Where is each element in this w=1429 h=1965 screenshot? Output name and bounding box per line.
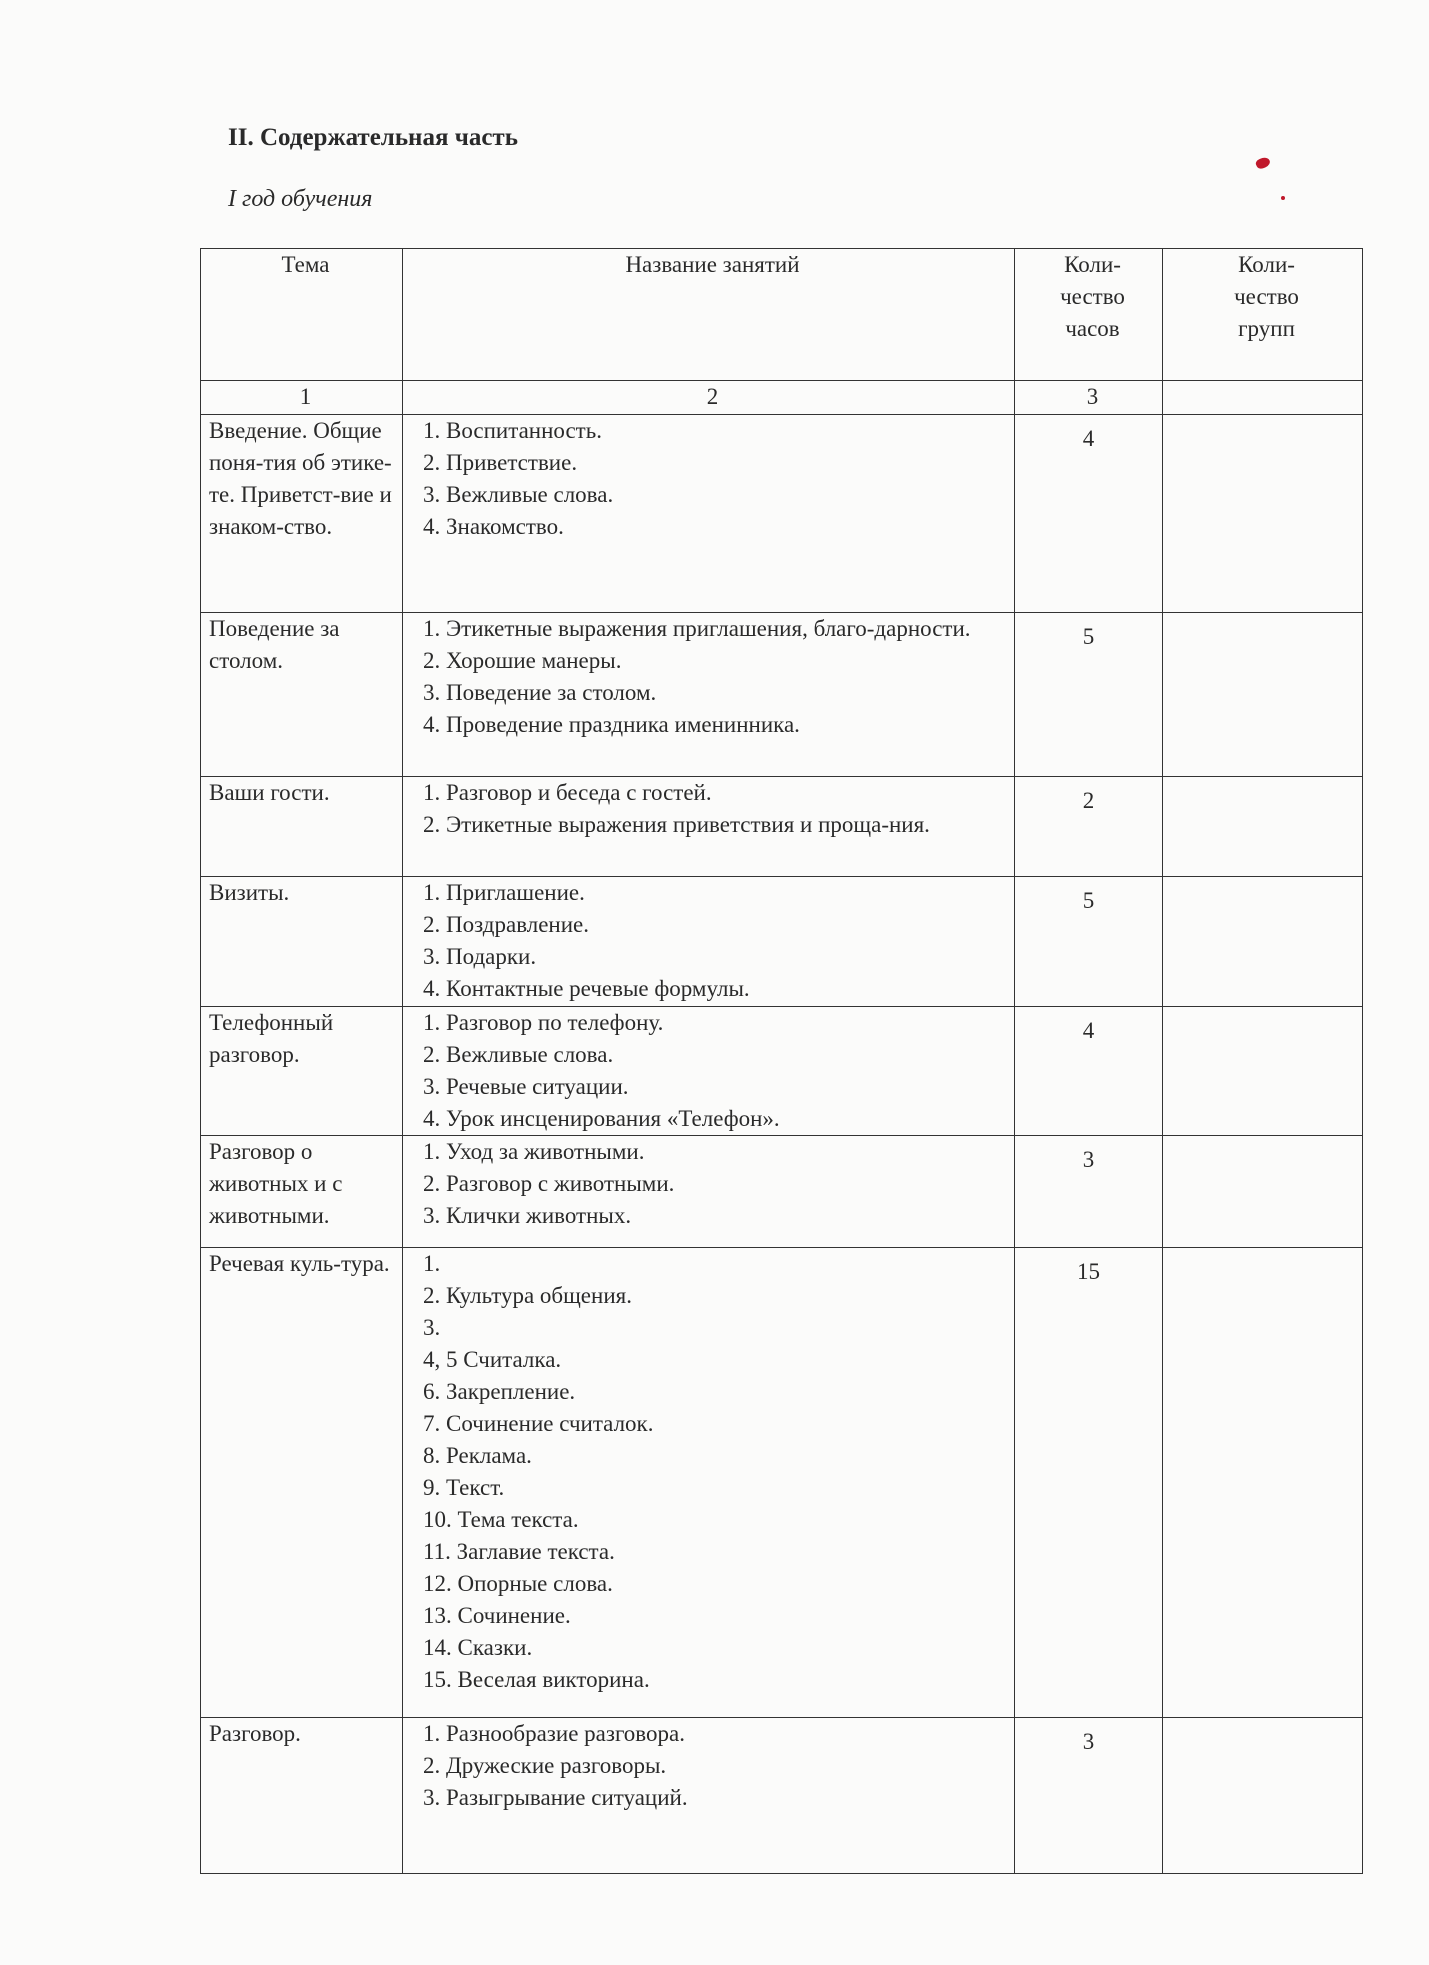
lesson-item: 2. Этикетные выражения приветствия и проща-ния. (423, 812, 930, 837)
table-row (201, 1007, 1363, 1136)
table-row (201, 777, 1363, 877)
lesson-item: 1. (423, 1251, 441, 1276)
lesson-item: 4. Проведение праздника именинника. (423, 712, 800, 737)
hours-cell (1015, 1136, 1163, 1248)
hours-value: 2 (1082, 788, 1095, 813)
lesson-item: 12. Опорные слова. (423, 1571, 613, 1596)
topic-cell: Разговор. (201, 1718, 403, 1874)
lessons-cell (403, 415, 1015, 613)
lesson-item: 3. Разыгрывание ситуаций. (423, 1785, 688, 1810)
lesson-item: 3. Вежливые слова. (423, 482, 614, 507)
table-row (201, 1136, 1363, 1248)
topic-cell: Введение. Общие поня-тия об этике-те. Приветст-вие и знаком-ство. (201, 415, 403, 613)
hours-value: 3 (1082, 1729, 1095, 1754)
groups-cell (1163, 1248, 1363, 1718)
topic-cell: Телефонный разговор. (201, 1007, 403, 1136)
groups-cell (1163, 1718, 1363, 1874)
lessons-cell (403, 1007, 1015, 1136)
lessons-cell (403, 1136, 1015, 1248)
table-body (201, 415, 1363, 1874)
hours-value: 5 (1082, 888, 1095, 913)
lesson-item: 9. Текст. (423, 1475, 505, 1500)
table-row (201, 1718, 1363, 1874)
lesson-item: 2. Приветствие. (423, 450, 578, 475)
hours-value: 4 (1082, 426, 1095, 451)
lesson-item: 4. Контактные речевые формулы. (423, 976, 750, 1001)
lesson-item: 10. Тема текста. (423, 1507, 579, 1532)
lesson-item: 1. Разговор и беседа с гостей. (423, 780, 712, 805)
lesson-item: 1. Приглашение. (423, 880, 585, 905)
lesson-item: 3. Подарки. (423, 944, 537, 969)
section-heading: II. Содержательная часть (228, 124, 518, 151)
lesson-item: 2. Поздравление. (423, 912, 590, 937)
hours-value: 5 (1082, 624, 1095, 649)
groups-cell (1163, 613, 1363, 777)
lesson-item: 1. Разговор по телефону. (423, 1010, 664, 1035)
lesson-item: 15. Веселая викторина. (423, 1667, 650, 1692)
table-row (201, 1248, 1363, 1718)
lesson-item: 4, 5 Считалка. (423, 1347, 562, 1372)
curriculum-table (200, 248, 1363, 1874)
lesson-item: 2. Хорошие манеры. (423, 648, 622, 673)
hours-cell (1015, 777, 1163, 877)
lesson-item: 2. Культура общения. (423, 1283, 632, 1308)
groups-cell (1163, 1007, 1363, 1136)
lesson-item: 4. Урок инсценирования «Телефон». (423, 1106, 780, 1131)
lesson-item: 11. Заглавие текста. (423, 1539, 615, 1564)
table-header-row (201, 249, 1363, 381)
lesson-item: 4. Знакомство. (423, 514, 564, 539)
hours-value: 4 (1082, 1018, 1095, 1043)
year-subheading: I год обучения (228, 186, 373, 212)
lesson-item: 2. Разговор с животными. (423, 1171, 675, 1196)
table-row (201, 613, 1363, 777)
lesson-item: 3. Речевые ситуации. (423, 1074, 629, 1099)
topic-cell: Ваши гости. (201, 777, 403, 877)
header-hours: Коли- чество часов (1015, 249, 1163, 381)
lesson-item: 14. Сказки. (423, 1635, 533, 1660)
lesson-item: 2. Дружеские разговоры. (423, 1753, 667, 1778)
lessons-cell (403, 613, 1015, 777)
lesson-item: 13. Сочинение. (423, 1603, 571, 1628)
column-number: 1 (201, 381, 403, 415)
lessons-cell (403, 777, 1015, 877)
lesson-item: 6. Закрепление. (423, 1379, 576, 1404)
lessons-cell (403, 1718, 1015, 1874)
hours-cell (1015, 1007, 1163, 1136)
table-row (201, 877, 1363, 1007)
hours-cell (1015, 613, 1163, 777)
topic-cell: Разговор о животных и с животными. (201, 1136, 403, 1248)
lesson-item: 1. Воспитанность. (423, 418, 602, 443)
lesson-item: 1. Разнообразие разговора. (423, 1721, 685, 1746)
hours-cell (1015, 1718, 1163, 1874)
groups-cell (1163, 1136, 1363, 1248)
topic-cell: Поведение за столом. (201, 613, 403, 777)
hours-value: 15 (1077, 1259, 1100, 1284)
hours-value: 3 (1082, 1147, 1095, 1172)
topic-cell: Речевая куль-тура. (201, 1248, 403, 1718)
header-topic: Тема (201, 249, 403, 381)
lesson-item: 1. Уход за животными. (423, 1139, 645, 1164)
groups-cell (1163, 777, 1363, 877)
table-row (201, 415, 1363, 613)
lesson-item: 8. Реклама. (423, 1443, 532, 1468)
lesson-item: 2. Вежливые слова. (423, 1042, 614, 1067)
red-ink-dot (1281, 196, 1285, 200)
groups-cell (1163, 415, 1363, 613)
header-groups: Коли- чество групп (1163, 249, 1363, 381)
red-ink-mark (1255, 156, 1272, 171)
lesson-item: 3. (423, 1315, 441, 1340)
column-number: 2 (403, 381, 1015, 415)
lesson-item: 3. Поведение за столом. (423, 680, 657, 705)
topic-cell: Визиты. (201, 877, 403, 1007)
column-number-row (201, 381, 1363, 415)
lessons-cell (403, 1248, 1015, 1718)
column-number: 3 (1015, 381, 1163, 415)
column-number (1163, 381, 1363, 415)
header-lessons: Название занятий (403, 249, 1015, 381)
lesson-item: 7. Сочинение считалок. (423, 1411, 654, 1436)
lesson-item: 3. Клички животных. (423, 1203, 632, 1228)
hours-cell (1015, 877, 1163, 1007)
hours-cell (1015, 1248, 1163, 1718)
lesson-item: 1. Этикетные выражения приглашения, благо-дарности. (423, 616, 971, 641)
hours-cell (1015, 415, 1163, 613)
lessons-cell (403, 877, 1015, 1007)
groups-cell (1163, 877, 1363, 1007)
